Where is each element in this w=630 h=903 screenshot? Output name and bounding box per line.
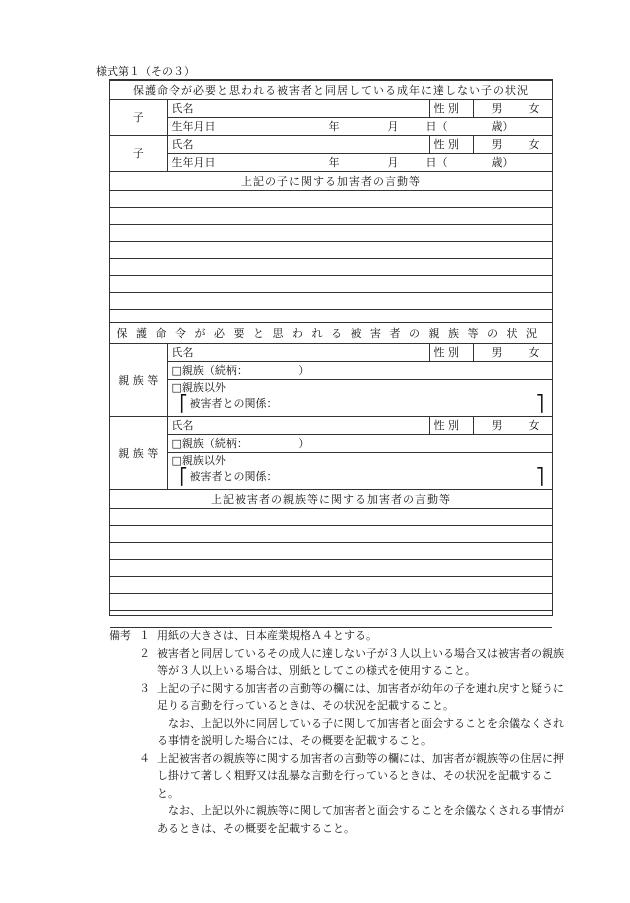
child2-sex-options[interactable]: 男 女 xyxy=(473,136,552,154)
relative-label-1: 親 族 等 xyxy=(110,344,167,417)
remark-subitem: なお、上記以外に親族等に関して加害者と面会することを余儀なくされる事情があるときは、その概要を記載すること。 xyxy=(157,804,564,835)
relative1-sex-label: 性 別 xyxy=(429,344,473,362)
relatives-statements-line[interactable] xyxy=(110,577,552,594)
child1-sex-label: 性 別 xyxy=(429,100,473,118)
relative-label-2: 親 族 等 xyxy=(110,417,167,490)
children-statements-line[interactable] xyxy=(110,208,552,225)
relative1-name-field[interactable]: 氏名 xyxy=(167,344,429,362)
relative2-kinship-field[interactable]: □親族（続柄： ） xyxy=(167,435,552,453)
children-statements-line[interactable] xyxy=(110,293,552,310)
relative2-non-relative-field[interactable]: □親族以外 ⎡ 被害者との関係： ⎤ xyxy=(167,453,552,490)
children-statements-title: 上記の子に関する加害者の言動等 xyxy=(110,172,552,191)
remark-subitem: なお、上記以外に同居している子に関して加害者と面会することを余儀なくされる事情を説明した場合には、その概要を記載すること。 xyxy=(157,716,564,747)
children-table xyxy=(110,80,552,644)
relative1-non-relative-field[interactable]: □親族以外 ⎡ 被害者との関係： ⎤ xyxy=(167,380,552,417)
relative1-kinship-field[interactable]: □親族（続柄： ） xyxy=(167,362,552,380)
section2-title: 保護命令が必要と思われる被害者の親族等の状況 xyxy=(110,323,552,344)
relatives-statements-line[interactable] xyxy=(110,509,552,526)
children-statements-line[interactable] xyxy=(110,259,552,276)
child2-name-field[interactable]: 氏名 xyxy=(167,136,429,154)
children-statements-line[interactable] xyxy=(110,191,552,208)
remarks xyxy=(109,627,569,837)
child1-birthdate-field[interactable]: 生年月日 年 月 日（ 歳） xyxy=(167,118,552,136)
children-statements-line[interactable] xyxy=(110,276,552,293)
child2-birthdate-field[interactable]: 生年月日 年 月 日（ 歳） xyxy=(167,154,552,172)
children-statements-line[interactable] xyxy=(110,242,552,259)
remark-item: ２ 被害者と同居しているその成人に達しない子が３人以上いる場合又は被害者の親族等が３人以上いる場合は、別紙としてこの様式を使用すること。 xyxy=(139,646,564,677)
child-label-2: 子 xyxy=(110,136,167,172)
remark-item: ３ 上記の子に関する加害者の言動等の欄には、加害者が幼年の子を連れ戻すと疑うに足りる言動を行っているときは、その状況を記載すること。 xyxy=(139,681,564,712)
form-number: 様式第１（その３） xyxy=(96,65,195,78)
relatives-statements-title: 上記被害者の親族等に関する加害者の言動等 xyxy=(110,490,552,509)
children-statements-line[interactable] xyxy=(110,225,552,242)
child1-name-field[interactable]: 氏名 xyxy=(167,100,429,118)
remark-item: １ 用紙の大きさは、日本産業規格Ａ４とする。 xyxy=(139,629,377,642)
relative2-name-field[interactable]: 氏名 xyxy=(167,417,429,435)
relative2-sex-options[interactable]: 男 女 xyxy=(473,417,552,435)
remarks-heading: 備考 xyxy=(109,629,131,642)
relative1-sex-options[interactable]: 男 女 xyxy=(473,344,552,362)
child2-sex-label: 性 別 xyxy=(429,136,473,154)
relative2-sex-label: 性 別 xyxy=(429,417,473,435)
relatives-statements-line[interactable] xyxy=(110,594,552,611)
child1-sex-options[interactable]: 男 女 xyxy=(473,100,552,118)
relatives-statements-line[interactable] xyxy=(110,611,552,628)
form-table xyxy=(109,79,553,616)
remark-item: ４ 上記被害者の親族等に関する加害者の言動等の欄には、加害者が親族等の住居に押し掛けて著しく粗野又は乱暴な言動を行っているときは、その状況を記載すること。 xyxy=(139,751,564,800)
relatives-statements-line[interactable] xyxy=(110,560,552,577)
section1-title: 保護命令が必要と思われる被害者と同居している成年に達しない子の状況 xyxy=(110,81,552,100)
child-label-1: 子 xyxy=(110,100,167,136)
relatives-statements-line[interactable] xyxy=(110,526,552,543)
relatives-statements-line[interactable] xyxy=(110,543,552,560)
children-statements-line[interactable] xyxy=(110,310,552,323)
